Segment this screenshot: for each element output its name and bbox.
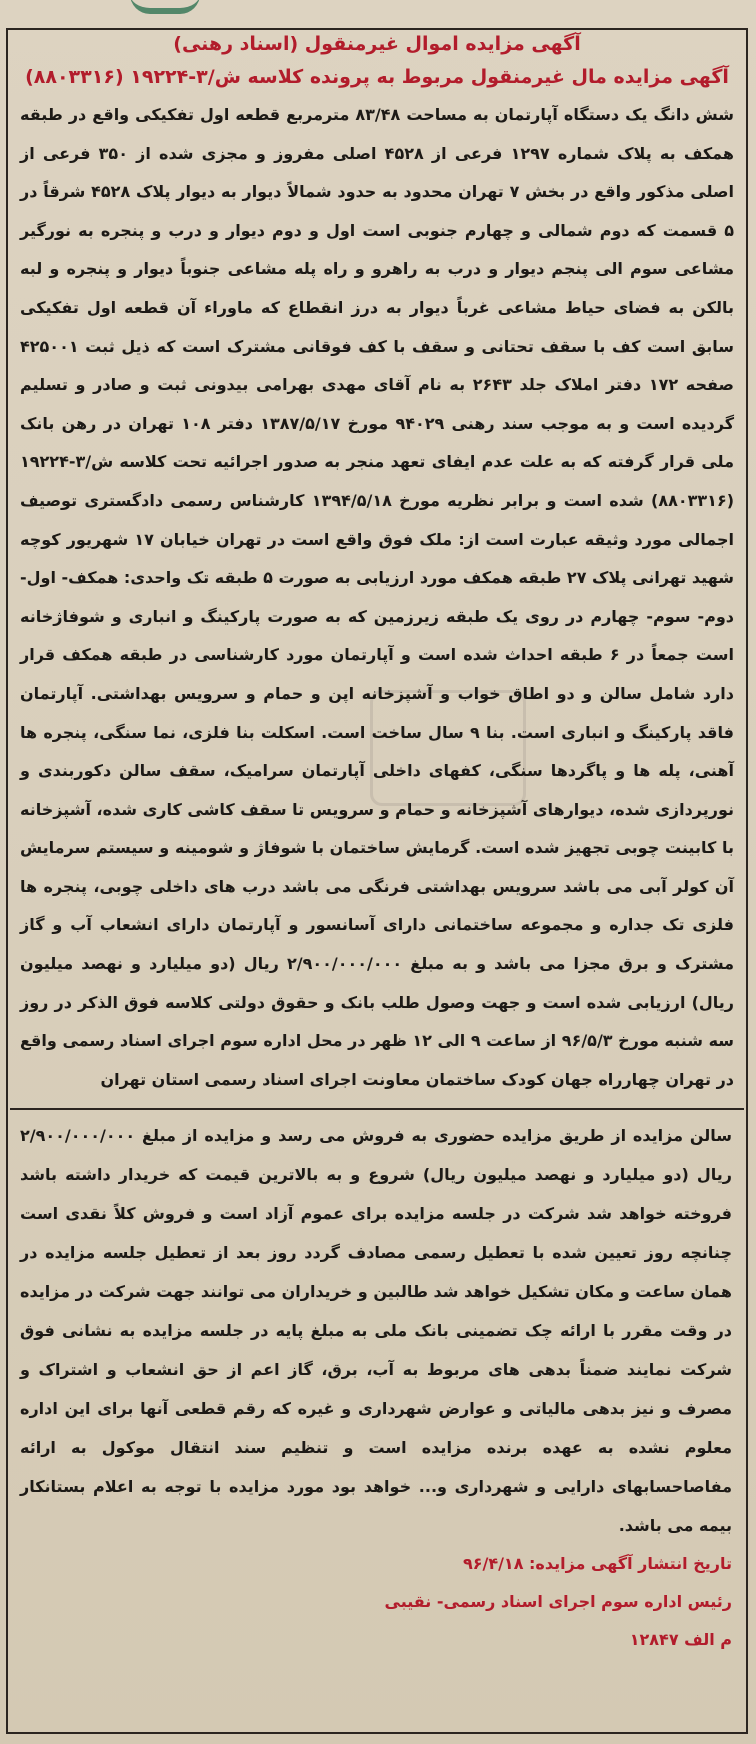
notice-title: آگهی مزایده اموال غیرمنقول (اسناد رهنی) <box>173 33 581 55</box>
notice-continued-block <box>10 1108 744 1734</box>
publish-date: تاریخ انتشار آگهی مزایده: ۹۶/۴/۱۸ <box>462 1554 732 1573</box>
stamp-mark <box>130 0 200 14</box>
reference-number: م الف ۱۲۸۴۷ <box>629 1630 732 1649</box>
notice-body: شش دانگ یک دستگاه آپارتمان به مساحت ۸۳/۴۸ مترمربع قطعه اول تفکیکی واقع در طبقه همکف به پلاک شماره ۱۲۹۷ فرعی از ۴۵۲۸ اصلی مفروز و مجزی شده از ۳۵۰ فرعی از اصلی مذکور واقع در بخش ۷ تهران محدود به حدود شمالاً دیوار به دیوار پلاک ۴۵۲۸ شرقاً در ۵ قسمت که دوم شمالی و چهارم جنوبی است اول و دوم دیوار و درب و پنجره به نورگیر مشاعی سوم الی پنجم دیوار و درب به راهرو و راه پله مشاعی جنوباً دیوار و پنجره و لبه بالکن به فضای حیاط مشاعی غرباً دیوار به درز انقطاع که ماوراء آن قطعه اول تفکیکی سابق است کف با سقف تحتانی و سقف با کف فوقانی مشترک است که ذیل ثبت ۴۲۵۰۰۱ صفحه ۱۷۲ دفتر املاک جلد ۲۶۴۳ به نام آقای مهدی بهرامی بیدونی ثبت و صادر و تسلیم گردیده است و به موجب سند رهنی ۹۴۰۲۹ مورخ ۱۳۸۷/۵/۱۷ دفتر ۱۰۸ تهران در رهن بانک ملی قرار گرفته که به علت عدم ایفای تعهد منجر به صدور اجرائیه تحت کلاسه ش/۳-۱۹۲۲۴ (۸۸۰۳۳۱۶) شده است و برابر نظریه مورخ ۱۳۹۴/۵/۱۸ کارشناس رسمی دادگستری توصیف اجمالی مورد وثیقه عبارت است از: ملک فوق واقع است در تهران خیابان ۱۷ شهریور کوچه شهید تهرانی پلاک ۲۷ طبقه همکف مورد ارزیابی به صورت ۵ طبقه تک واحدی: همکف- اول- دوم- سوم- چهارم در روی یک طبقه زیرزمین که به صورت پارکینگ و انباری و شوفاژخانه است جمعاً در ۶ طبقه احداث شده است و آپارتمان مورد کارشناسی در طبقه همکف قرار دارد شامل سالن و دو اطاق خواب و آشپزخانه اپن و حمام و سرویس بهداشتی. آپارتمان فاقد پارکینگ و انباری است. بنا ۹ سال ساخت است. اسکلت بنا فلزی، نما سنگی، پنجره ها آهنی، پله ها و پاگردها سنگی، کفهای داخلی آپارتمان سرامیک، سقف سالن دکوربندی و نورپردازی شده، دیوارهای آشپزخانه و حمام و سرویس تا سقف کاشی کاری شده، آشپزخانه با کابینت چوبی تجهیز شده است. گرمایش ساختمان با شوفاژ و شومینه و سیستم سرمایش آن کولر آبی می باشد سرویس بهداشتی فرنگی می باشد درب های داخلی چوبی، پنجره ها فلزی تک جداره و مجموعه ساختمانی دارای آسانسور و آپارتمان دارای انشعاب آب و گاز مشترک و برق مجزا می باشد و به مبلغ ۲/۹۰۰/۰۰۰/۰۰۰ ریال (دو میلیارد و نهصد میلیون ریال) ارزیابی شده است و جهت وصول طلب بانک و حقوق دولتی کلاسه فوق الذکر در روز سه شنبه مورخ ۹۶/۵/۳ از ساعت ۹ الی ۱۲ ظهر در محل اداره سوم اجرای اسناد رسمی واقع در تهران چهارراه جهان کودک ساختمان معاونت اجرای اسناد رسمی استان تهران <box>20 105 735 1089</box>
notice-subtitle: آگهی مزایده مال غیرمنقول مربوط به پرونده کلاسه ش/۳-۱۹۲۲۴ (۸۸۰۳۳۱۶) <box>25 66 729 88</box>
signature-line: رئیس اداره سوم اجرای اسناد رسمی- نقیبی <box>384 1592 732 1611</box>
notice-body-continued: سالن مزایده از طریق مزایده حضوری به فروش می رسد و مزایده از مبلغ ۲/۹۰۰/۰۰۰/۰۰۰ ریال (دو میلیارد و نهصد میلیون ریال) شروع و به بالاترین قیمت که خریدار داشته باشد فروخته خواهد شد شرکت در جلسه مزایده برای عموم آزاد است و فروش کلاً نقدی است چنانچه روز تعیین شده با تعطیل رسمی مصادف گردد روز بعد از تعطیل جلسه مزایده در همان ساعت و مکان تشکیل خواهد شد طالبین و خریداران می توانند جهت شرکت در مزایده در وقت مقرر با ارائه چک تضمینی بانک ملی به مبلغ پایه در جلسه مزایده به نشانی فوق شرکت نمایند ضمناً بدهی های مربوط به آب، برق، گاز اعم از حق انشعاب و اشتراک و مصرف و نیز بدهی مالیاتی و عوارض شهرداری و غیره که رقم قطعی آنها برای این اداره معلوم نشده به عهده برنده مزایده است و تنظیم سند انتقال موکول به ارائه مفاصاحسابهای دارایی و شهرداری و... خواهد بود مورد مزایده با توجه به اعلام بستانکار بیمه می باشد. <box>20 1126 732 1535</box>
notice-main-block <box>10 30 744 1099</box>
